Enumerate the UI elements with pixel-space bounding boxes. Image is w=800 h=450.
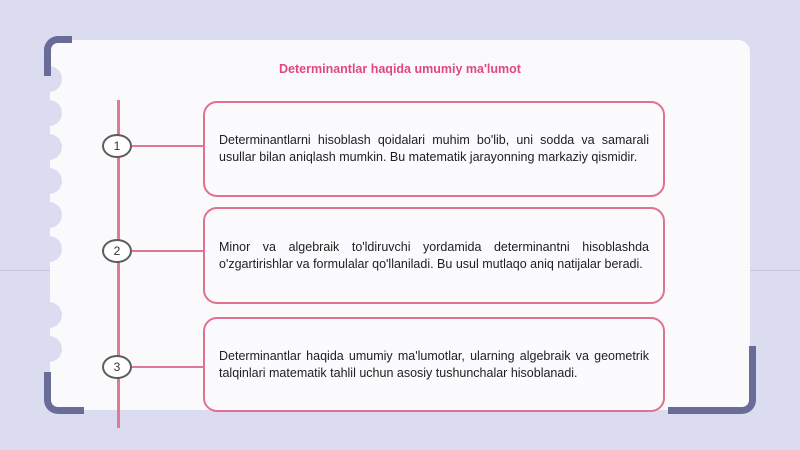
binder-hole — [36, 236, 62, 262]
info-text-3: Determinantlar haqida umumiy ma'lumotlar, ularning algebraik va geometrik talqinlari matematik tahlil uchun asosiy tushunchalar hisoblanadi. — [219, 348, 649, 380]
slide-title: Determinantlar haqida umumiy ma'lumot — [279, 62, 521, 76]
info-text-2: Minor va algebraik to'ldiruvchi yordamida determinantni hisoblashda o'zgartirishlar va formulalar qo'llaniladi. Bu usul mutlaqo aniq natijalar beradi. — [219, 239, 649, 271]
binder-hole — [36, 168, 62, 194]
step-number-1: 1 — [102, 134, 132, 158]
connector-line-1 — [132, 145, 204, 147]
binder-hole — [36, 336, 62, 362]
info-box-3 — [203, 317, 665, 412]
binder-hole — [36, 202, 62, 228]
binder-hole — [36, 100, 62, 126]
info-text-1: Determinantlarni hisoblash qoidalari muhim bo'lib, uni sodda va samarali usullar bilan aniqlash mumkin. Bu matematik jarayonning markaziy qismidir. — [219, 133, 649, 164]
connector-line-2 — [132, 250, 204, 252]
binder-hole — [36, 302, 62, 328]
info-box-1 — [203, 101, 665, 197]
connector-line-3 — [132, 366, 204, 368]
frame-corner-bottom-left — [44, 372, 84, 414]
step-number-2: 2 — [102, 239, 132, 263]
binder-hole — [36, 134, 62, 160]
frame-corner-bottom-right — [668, 346, 756, 414]
info-box-2 — [203, 207, 665, 304]
step-number-3: 3 — [102, 355, 132, 379]
